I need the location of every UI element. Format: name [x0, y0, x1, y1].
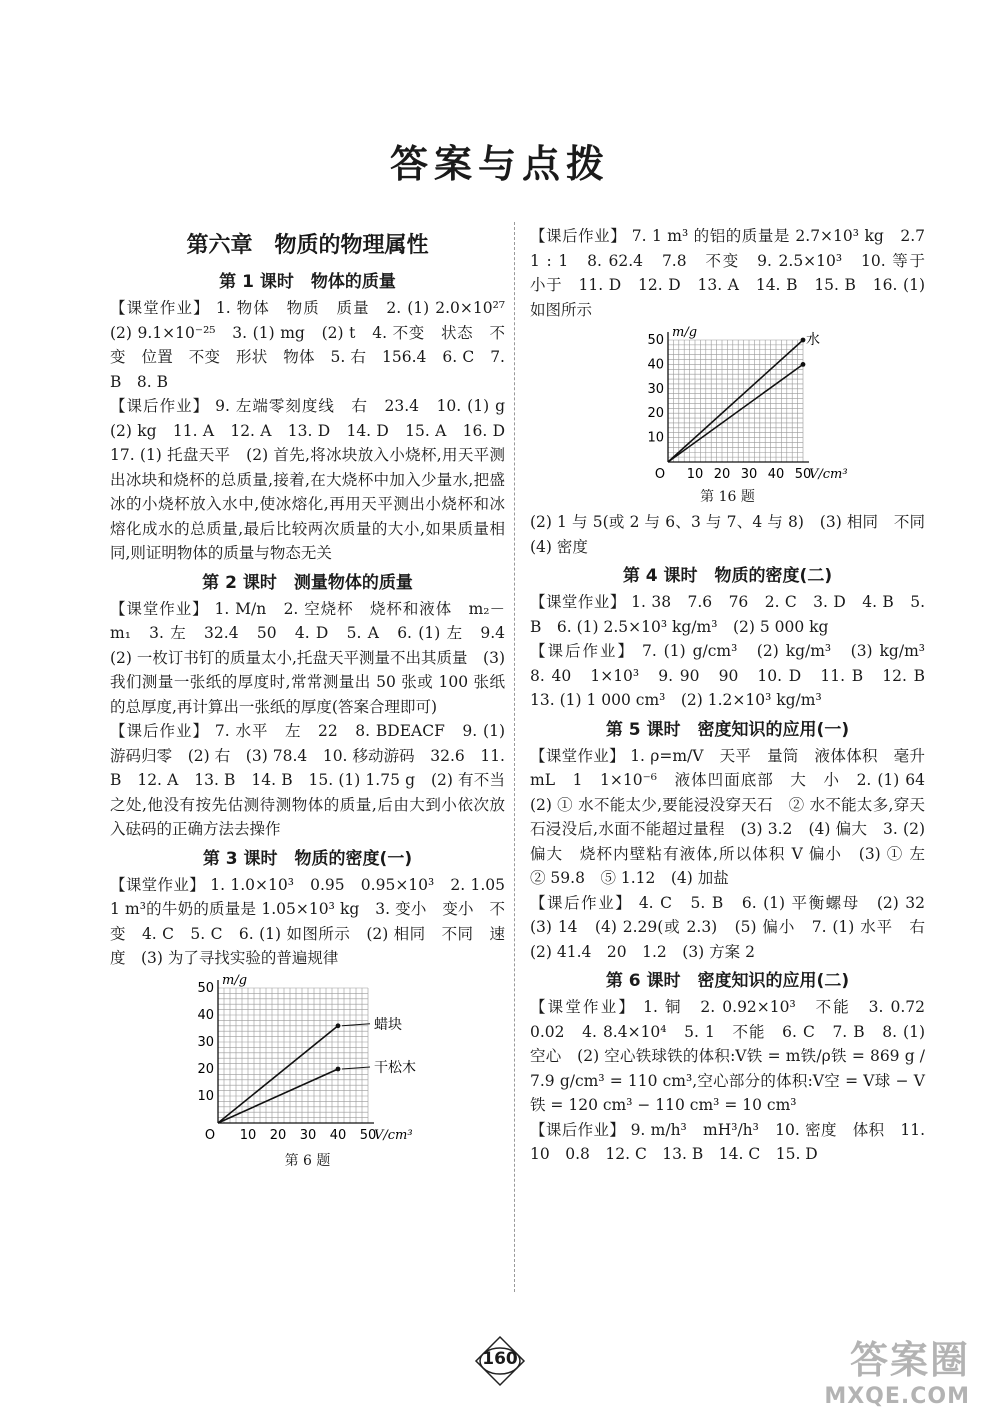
- figure-16-caption: 第 16 题: [700, 489, 755, 505]
- figure-16-chart: [613, 324, 848, 484]
- lesson-6-title: 第 6 课时 密度知识的应用(二): [605, 971, 850, 991]
- data-point: [335, 1023, 340, 1028]
- y-tick-label: 50: [196, 980, 214, 996]
- y-tick-label: 30: [196, 1034, 214, 1050]
- data-point: [800, 362, 805, 367]
- lesson-5-homework: 【课后作业】 4. C 5. B 6. (1) 平衡螺母 (2) 32 (3) 14 (4) 2.29(或 2.3) (5) 偏小 7. (1) 水平 右 (2) 41.4 20 1.2 (3) 方案 2: [530, 893, 941, 961]
- right-column: [530, 224, 941, 1167]
- y-tick-label: 20: [196, 1061, 214, 1077]
- series-line: [668, 340, 803, 462]
- watermark-url: MXQE.COM: [824, 1384, 970, 1409]
- x-tick-label: 30: [740, 467, 757, 482]
- x-tick-label: 10: [239, 1127, 256, 1143]
- y-axis-label: m/g: [221, 972, 247, 988]
- lesson-4-class-work: 【课堂作业】 1. 38 7.6 76 2. C 3. D 4. B 5. B 6. (1) 2.5×10³ kg/m³ (2) 5 000 kg: [530, 593, 925, 636]
- x-tick-label: 40: [767, 467, 784, 482]
- x-axis-label: V/cm³: [808, 467, 848, 482]
- x-tick-label: 40: [329, 1127, 346, 1143]
- figure-6-chart: [173, 973, 443, 1148]
- x-tick-label: 30: [299, 1127, 316, 1143]
- data-point: [800, 338, 805, 343]
- lesson-4-homework: 【课后作业】 7. (1) g/cm³ (2) kg/m³ (3) kg/m³ 8. 40 1×10³ 9. 90 90 10. D 11. B 12. B 13. (1) 1 000 cm³ (2) 1.2×10³ kg/m³: [530, 642, 941, 709]
- series-label: 水: [805, 332, 820, 348]
- series-label: 干松木: [373, 1059, 416, 1076]
- lesson-1-homework: 【课后作业】 9. 左端零刻度线 右 23.4 10. (1) g (2) kg 11. A 12. A 13. D 14. D 15. A 16. D 17. (1) 托盘天平 (2) 首先,将冰块放入小烧杯,用天平测出冰块和烧杯的总质量,接着,在大烧杯中加入少量水,把盛冰的小烧杯放入水中,使冰熔化,再用天平测出小烧杯和冰熔化成水的总质量,最后比较两次质量的大小,如果质量相同,则证明物体的质量与物态无关: [110, 397, 521, 562]
- y-tick-label: 10: [646, 430, 664, 446]
- lesson-5-class-work: 【课堂作业】 1. ρ=m/V 天平 量筒 液体体积 毫升 mL 1 1×10⁻⁶ 液体凹面底部 大 小 2. (1) 64 (2) ① 水不能太少,要能浸没穿天石 ② 水不能太多,穿天石浸没后,水面不能超过量程 (3) 3.2 (4) 偏大 3. (2) 偏大 烧杯内壁粘有液体,所以体积 V 偏小 (3) ① 左 ② 59.8 ⑤ 1.12 (4) 加盐: [530, 746, 941, 887]
- y-axis-label: m/g: [671, 325, 697, 340]
- y-tick-label: 40: [646, 357, 664, 373]
- chapter-title: 第六章 物质的物理属性: [186, 233, 429, 258]
- x-tick-label: 20: [269, 1127, 286, 1143]
- lesson-2-class-work: 【课堂作业】 1. M/n 2. 空烧杯 烧杯和液体 m₂－m₁ 3. 左 32.4 50 4. D 5. A 6. (1) 左 9.4 (2) 一枚订书钉的质量太小,托盘天平测量不出其质量 (3) 我们测量一张纸的厚度时,常常测量出 50 张或 100 张纸的总厚度,再计算出一张纸的厚度(答案合理即可): [110, 599, 521, 716]
- x-tick-label: 50: [359, 1127, 376, 1143]
- lesson-2-title: 第 2 课时 测量物体的质量: [202, 572, 413, 593]
- x-tick-label: O: [654, 467, 665, 482]
- page-title: 答案与点拨: [389, 142, 610, 186]
- lesson-3-class-work: 【课堂作业】 1. 1.0×10³ 0.95 0.95×10³ 2. 1.05 1 m³的牛奶的质量是 1.05×10³ kg 3. 变小 变小 不变 4. C 5. C 6. (1) 如图所示 (2) 相同 不同 速度 (3) 为了寻找实验的普遍规律: [110, 875, 521, 967]
- lesson-3-title: 第 3 课时 物质的密度(一): [202, 848, 413, 869]
- watermark: [824, 1329, 970, 1409]
- x-tick-label: 10: [686, 467, 703, 482]
- left-column: [110, 224, 521, 1174]
- series-label: 蜡块: [373, 1016, 402, 1033]
- x-tick-label: 20: [713, 467, 730, 482]
- lesson-6-class-work: 【课堂作业】 1. 铜 2. 0.92×10³ 不能 3. 0.72 0.02 4. 8.4×10⁴ 5. 1 不能 6. C 7. B 8. (1) 空心 (2) 空心铁球铁的体积:V铁 = m铁/ρ铁 = 869 g / 7.9 g/cm³ = 110 cm³,空心部分的体积:V空 = V球 − V铁 = 120 cm³ − 110 cm³ = 10 cm³: [530, 998, 941, 1114]
- y-tick-label: 10: [196, 1088, 214, 1104]
- x-tick-label: 50: [794, 467, 811, 482]
- lesson-2-homework: 【课后作业】 7. 水平 左 22 8. BDEACF 9. (1) 游码归零 (2) 右 (3) 78.4 10. 移动游码 32.6 11. B 12. A 13. B 14. B 15. (1) 1.75 g (2) 有不当之处,他没有按先估测待测物体的质量,后由大到小依次放入砝码的正确方法去操作: [110, 722, 505, 838]
- lesson-3-homework: 【课后作业】 7. 1 m³ 的铝的质量是 2.7×10³ kg 2.7 1 : 1 8. 62.4 7.8 不变 9. 2.5×10³ 10. 等于 小于 11. D 12. D 13. A 14. B 15. B 16. (1) 如图所示: [530, 227, 941, 319]
- lesson-4-title: 第 4 课时 物质的密度(二): [622, 566, 833, 586]
- y-tick-label: 30: [646, 381, 664, 397]
- x-tick-label: O: [204, 1127, 215, 1143]
- x-axis-label: V/cm³: [373, 1127, 413, 1143]
- page-number-badge: [474, 1335, 526, 1387]
- watermark-logo: 答案圈: [849, 1338, 970, 1382]
- column-divider: [514, 222, 515, 1292]
- figure-6-caption: 第 6 题: [284, 1152, 331, 1169]
- y-tick-label: 20: [646, 406, 664, 422]
- lesson-3-homework-cont: (2) 1 与 5(或 2 与 6、3 与 7、4 与 8) (3) 相同 不同 (4) 密度: [530, 513, 941, 556]
- lesson-1-title: 第 1 课时 物体的质量: [219, 272, 396, 292]
- page-number: 160: [482, 1349, 518, 1369]
- y-tick-label: 50: [646, 333, 664, 348]
- lesson-6-homework: 【课后作业】 9. m/h³ mH³/h³ 10. 密度 体积 11. 10 0.8 12. C 13. B 14. C 15. D: [530, 1120, 925, 1163]
- lesson-5-title: 第 5 课时 密度知识的应用(一): [605, 719, 850, 740]
- lesson-1-class-work: 【课堂作业】 1. 物体 物质 质量 2. (1) 2.0×10²⁷ (2) 9.1×10⁻²⁵ 3. (1) mg (2) t 4. 不变 状态 不变 位置 不变 形状 物体 5. 右 156.4 6. C 7. B 8. B: [110, 299, 521, 391]
- y-tick-label: 40: [196, 1007, 214, 1023]
- data-point: [335, 1066, 340, 1071]
